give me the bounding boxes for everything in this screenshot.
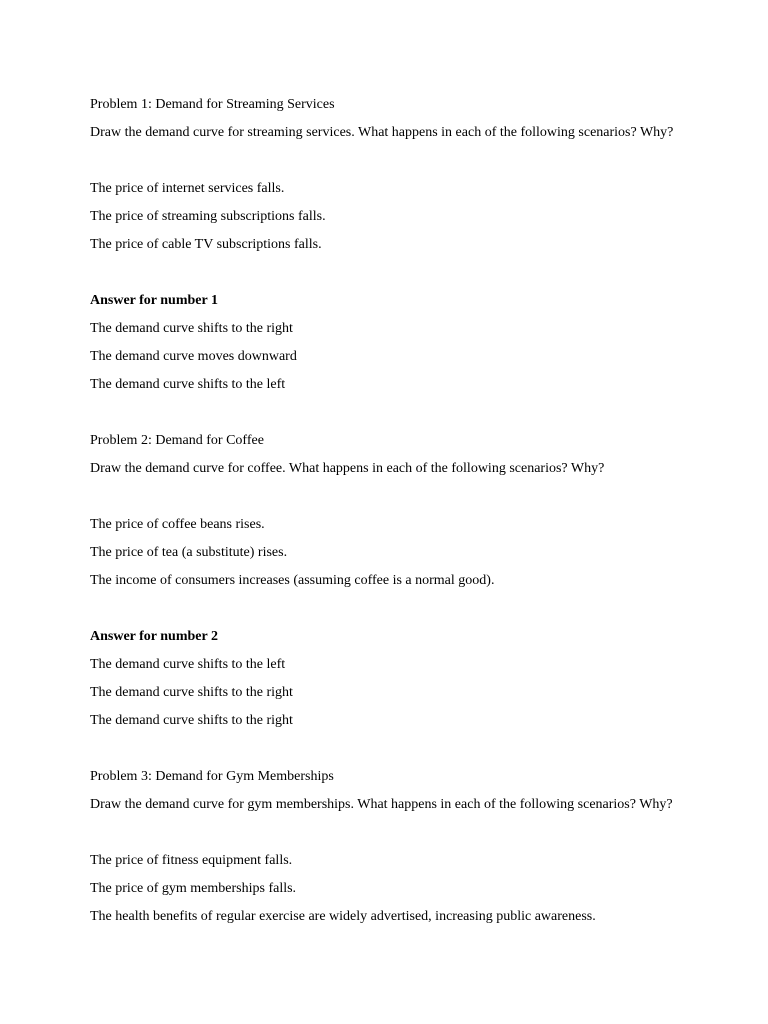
blank-line: [90, 595, 690, 623]
answer-2-line-1: The demand curve shifts to the left: [90, 657, 286, 672]
answer-1-line-3: The demand curve shifts to the left: [90, 377, 286, 392]
answer-2-heading: Answer for number 2: [90, 629, 218, 644]
problem-3-scenario-3: The health benefits of regular exercise are widely advertised, increasing public awareness.: [90, 909, 596, 924]
document-body[interactable]: [90, 91, 690, 931]
blank-line: [90, 483, 690, 511]
problem-1-prompt: Draw the demand curve for streaming services. What happens in each of the following scenarios? Why?: [90, 125, 674, 140]
problem-3-prompt: Draw the demand curve for gym memberships. What happens in each of the following scenarios? Why?: [90, 797, 673, 812]
blank-line: [90, 147, 690, 175]
problem-1-scenario-3: The price of cable TV subscriptions falls.: [90, 237, 322, 252]
problem-1-scenario-1: The price of internet services falls.: [90, 181, 285, 196]
answer-2-line-2: The demand curve shifts to the right: [90, 685, 293, 700]
answer-1-heading: Answer for number 1: [90, 293, 218, 308]
problem-3-scenario-1: The price of fitness equipment falls.: [90, 853, 293, 868]
answer-2-line-3: The demand curve shifts to the right: [90, 713, 293, 728]
problem-2-scenario-1: The price of coffee beans rises.: [90, 517, 265, 532]
problem-2-scenario-3: The income of consumers increases (assuming coffee is a normal good).: [90, 573, 495, 588]
answer-1-line-2: The demand curve moves downward: [90, 349, 297, 364]
problem-3-scenario-2: The price of gym memberships falls.: [90, 881, 297, 896]
problem-3-title: Problem 3: Demand for Gym Memberships: [90, 769, 334, 784]
problem-1-title: Problem 1: Demand for Streaming Services: [90, 97, 335, 112]
blank-line: [90, 819, 690, 847]
problem-2-prompt: Draw the demand curve for coffee. What happens in each of the following scenarios? Why?: [90, 461, 605, 476]
problem-2-title: Problem 2: Demand for Coffee: [90, 433, 264, 448]
blank-line: [90, 259, 690, 287]
answer-1-line-1: The demand curve shifts to the right: [90, 321, 293, 336]
problem-1-scenario-2: The price of streaming subscriptions falls.: [90, 209, 326, 224]
blank-line: [90, 735, 690, 763]
blank-line: [90, 399, 690, 427]
problem-2-scenario-2: The price of tea (a substitute) rises.: [90, 545, 288, 560]
